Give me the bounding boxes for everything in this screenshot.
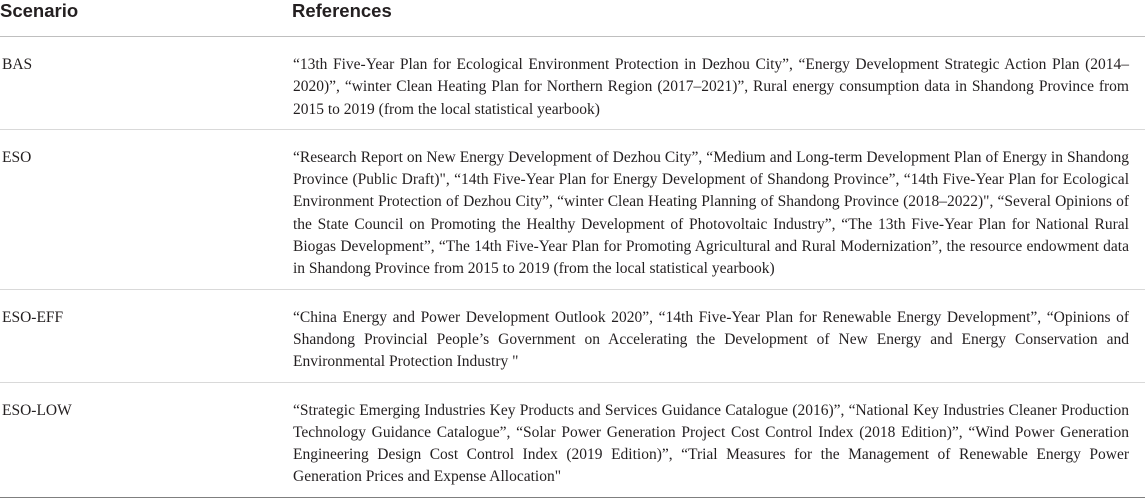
scenario-cell: ESO bbox=[2, 148, 32, 166]
references-cell: “Research Report on New Energy Development of Dezhou City”, “Medium and Long-term Development Plan of Energy in Shandong Province (Public Draft)", “14th Five-Year Plan for Energy Development of Shandong Province”, “14th Five-Year Plan for Ecological Environment Protection of Dezhou City”, “winter Clean Heating Planning of Shandong Province (2018–2022)", “Several Opinions of the State Council on Promoting the Healthy Development of Photovoltaic Industry”, “The 13th Five-Year Plan for National Rural Biogas Development”, “The 14th Five-Year Plan for Promoting Agricultural and Rural Modernization”, the resource endowment data in Shandong Province from 2015 to 2019 (from the local statistical yearbook) bbox=[293, 148, 1129, 278]
table-row-eso-eff bbox=[0, 290, 1145, 383]
scenario-cell: BAS bbox=[2, 56, 33, 73]
header-scenario: Scenario bbox=[0, 0, 79, 21]
table-row-eso bbox=[0, 130, 1145, 290]
table-row-bas bbox=[0, 37, 1145, 130]
references-cell: “China Energy and Power Development Outlook 2020”, “14th Five-Year Plan for Renewable Energy Development”, “Opinions of Shandong Provincial People’s Government on Accelerating the Development of New Energy and Energy Conservation and Environmental Protection Industry " bbox=[293, 308, 1129, 371]
table-row-eso-low bbox=[0, 383, 1145, 498]
header-references: References bbox=[292, 0, 392, 21]
references-cell: “13th Five-Year Plan for Ecological Environment Protection in Dezhou City”, “Energy Development Strategic Action Plan (2014–2020)”, “winter Clean Heating Plan for Northern Region (2017–2021)”, Rural energy consumption data in Shandong Province from 2015 to 2019 (from the local statistical yearbook) bbox=[293, 56, 1129, 118]
scenario-cell: ESO-EFF bbox=[2, 308, 64, 326]
references-cell: “Strategic Emerging Industries Key Products and Services Guidance Catalogue (2016)”, “National Key Industries Cleaner Production Technology Guidance Catalogue”, “Solar Power Generation Project Cost Control Index (2018 Edition)”, “Wind Power Generation Engineering Design Cost Control Index (2019 Edition)”, “Trial Measures for the Management of Renewable Energy Power Generation Prices and Expense Allocation" bbox=[293, 401, 1129, 486]
scenario-cell: ESO-LOW bbox=[2, 401, 72, 419]
table-header bbox=[0, 0, 1145, 37]
